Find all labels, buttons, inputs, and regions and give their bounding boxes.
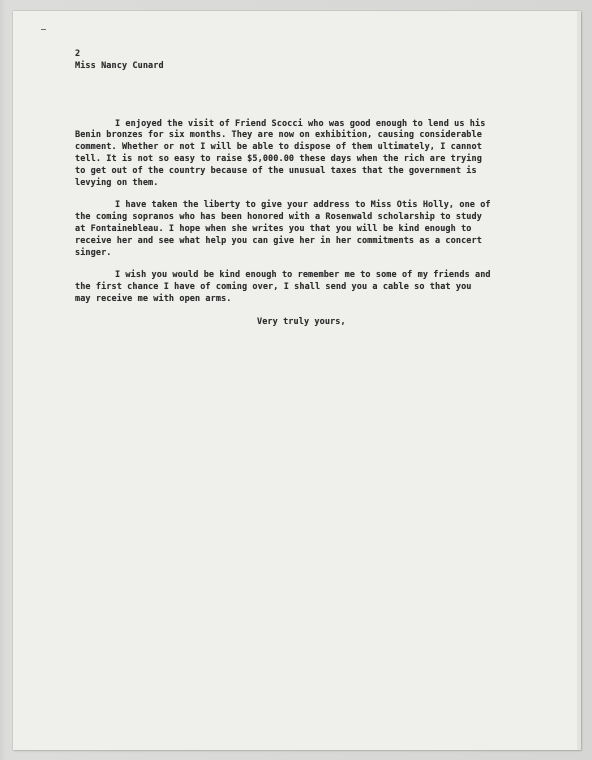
paragraph-remember-friends: I wish you would be kind enough to remember me to some of my friends and the first chance I have of coming over, I shall send you a cable so that you may receive me with open arms.: [75, 270, 491, 304]
paragraph-benin-bronzes: I enjoyed the visit of Friend Scocci who was good enough to lend us his Benin bronzes for six months. They are now on exhibition, causing considerable comment. Whether or not I will be able to dispose of them ultimately, I cannot tell. It is not so easy to raise $5,000.00 these days when the rich are trying to get out of the country because of the unusual taxes that the government is levying on them.: [75, 118, 486, 188]
paragraph-otis-holly: I have taken the liberty to give your address to Miss Otis Holly, one of the coming sopranos who has been honored with a Rosenwald scholarship to study at Fontainebleau. I hope when she writes you that you will be kind enough to receive her and see what help you can give her in her commitments as a concert singer.: [75, 200, 491, 258]
scan-mark: [41, 29, 46, 30]
letter-body: [75, 49, 537, 329]
closing: Very truly yours,: [257, 316, 346, 327]
addressee: Miss Nancy Cunard: [75, 60, 164, 71]
page-number: 2: [75, 49, 81, 59]
